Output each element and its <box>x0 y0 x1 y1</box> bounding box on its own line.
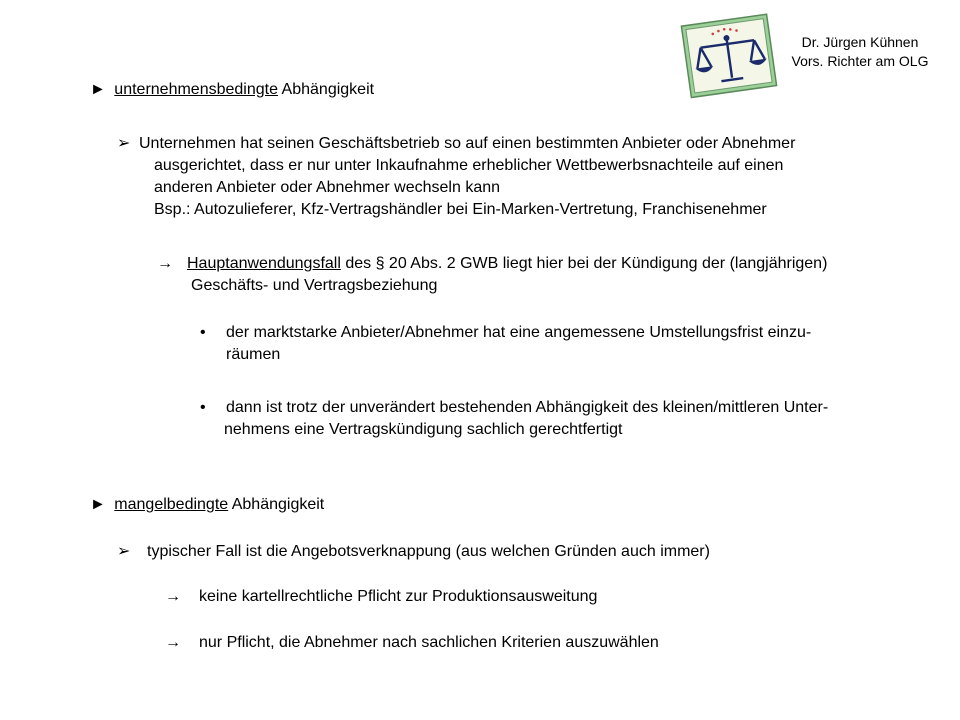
section1-marker: ► <box>90 81 106 98</box>
bullet-dot-icon: • <box>200 324 206 341</box>
section2-point <box>117 541 917 563</box>
arrowhead-bullet-icon: ➢ <box>117 135 131 152</box>
section2-heading-underlined: mangelbedingte <box>114 496 229 513</box>
section1-heading-underlined: unternehmensbedingte <box>114 81 278 98</box>
section1-heading <box>90 79 374 101</box>
section1-bullet-2 <box>200 397 940 441</box>
author-title: Vors. Richter am OLG <box>791 53 929 69</box>
section1-bullet-1 <box>200 322 940 366</box>
section2-arrow-1-text: keine kartellrechtliche Pflicht zur Produktionsausweitung <box>199 588 598 605</box>
bullet-1-line1: der marktstarke Anbieter/Abnehmer hat eine angemessene Umstellungsfrist einzu- <box>226 324 812 341</box>
section2-heading-rest: Abhängigkeit <box>228 496 325 513</box>
section1-point <box>117 133 937 221</box>
author-name: Dr. Jürgen Kühnen <box>801 34 919 50</box>
section1-arrow-line2: Geschäfts- und Vertragsbeziehung <box>191 277 438 294</box>
section1-point-line2: ausgerichtet, dass er nur unter Inkaufnahme erheblicher Wettbewerbsnachteile auf einen <box>154 157 784 174</box>
section2-arrow-2-text: nur Pflicht, die Abnehmer nach sachlichen Kriterien auszuwählen <box>199 634 659 651</box>
right-arrow-icon: → <box>165 588 181 605</box>
section1-arrow-rest: des § 20 Abs. 2 GWB liegt hier bei der Kündigung der (langjährigen) <box>340 255 828 272</box>
bullet-2-line2: nehmens eine Vertragskündigung sachlich gerechtfertigt <box>224 421 623 438</box>
right-arrow-icon: → <box>157 255 173 272</box>
section2-arrow-2 <box>165 632 925 654</box>
section2-heading <box>90 494 324 516</box>
author-block <box>760 33 960 71</box>
section1-heading-rest: Abhängigkeit <box>277 81 375 98</box>
bullet-dot-icon: • <box>200 399 206 416</box>
bullet-1-line2: räumen <box>226 346 281 363</box>
right-arrow-icon: → <box>165 634 181 651</box>
section2-marker: ► <box>90 496 106 513</box>
arrowhead-bullet-icon: ➢ <box>117 543 131 560</box>
section2-arrow-1 <box>165 586 925 608</box>
section1-arrow-underlined: Hauptanwendungsfall <box>187 255 341 272</box>
section1-point-line1: Unternehmen hat seinen Geschäftsbetrieb so auf einen bestimmten Anbieter oder Abnehmer <box>139 135 796 152</box>
section1-arrow-item <box>157 253 947 297</box>
section1-point-line3: anderen Anbieter oder Abnehmer wechseln kann <box>154 179 501 196</box>
bullet-2-line1: dann ist trotz der unverändert bestehenden Abhängigkeit des kleinen/mittleren Unter- <box>226 399 829 416</box>
section1-point-line4: Bsp.: Autozulieferer, Kfz-Vertragshändler bei Ein-Marken-Vertretung, Franchisenehmer <box>154 201 767 218</box>
section2-point-text: typischer Fall ist die Angebotsverknappung (aus welchen Gründen auch immer) <box>147 543 710 560</box>
